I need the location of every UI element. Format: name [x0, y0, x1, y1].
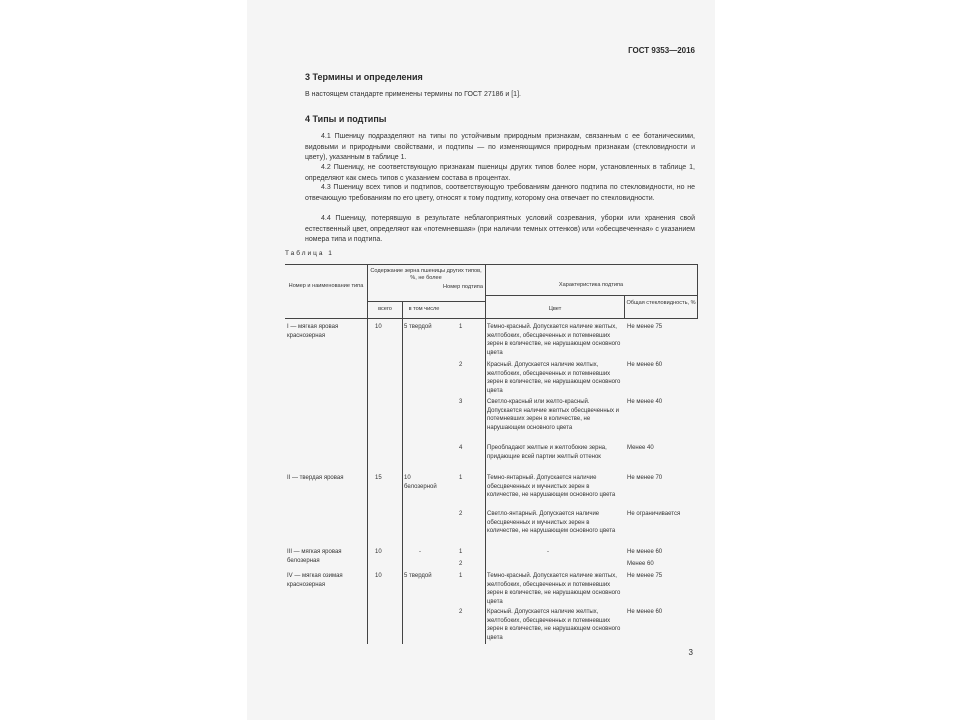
- cell-subtype: 2: [459, 362, 463, 368]
- cell-vitreousness: Менее 40: [627, 445, 654, 451]
- header-incl: в том числе: [408, 306, 440, 312]
- cell-color: Темно-красный. Допускается наличие желтых, желтобоких, обесцвеченных и потемневших зерен в количестве, не нарушающем основного цвета: [487, 573, 621, 605]
- cell-color: Красный. Допускается наличие желтых, желтобоких, обесцвеченных и потемневших зерен в количестве, не нарушающем основного цвета: [487, 609, 621, 641]
- cell-incl: 5 твердой: [404, 324, 432, 330]
- cell-incl: 10 белозерной: [404, 475, 437, 490]
- cell-total: 10: [375, 549, 382, 555]
- cell-vitreousness: Не менее 60: [627, 362, 663, 368]
- cell-subtype: 2: [459, 511, 463, 517]
- cell-vitreousness: Не менее 40: [627, 399, 663, 405]
- header-type-name: Номер и наименование типа: [288, 283, 364, 289]
- paragraph-4-2: 4.2 Пшеницу, не соответствующую признакам пшеницы других типов более норм, установленных в таблице 1, определяют как смесь типов с указанием состава в процентах.: [305, 164, 695, 182]
- cell-color: -: [547, 549, 549, 555]
- cell-incl: 5 твердой: [404, 573, 432, 579]
- cell-vitreousness: Не менее 75: [627, 573, 663, 579]
- section-3-text: В настоящем стандарте применены термины по ГОСТ 27186 и [1].: [305, 91, 521, 98]
- header-vitreousness: Общая стекловидность, %: [626, 300, 696, 306]
- header-characteristics: Характеристика подтипа: [558, 282, 624, 288]
- page-number: 3: [688, 648, 693, 657]
- paragraph-4-3: 4.3 Пшеницу всех типов и подтипов, соответствующую требованиям данного подтипа по стекловидности, но не отвечающую требованиям по его цвету, относят к тому подтипу, которому она отвечает по стекловидности.: [305, 184, 695, 202]
- cell-type-name: III — мягкая яровая белозерная: [287, 549, 342, 564]
- cell-vitreousness: Не менее 75: [627, 324, 663, 330]
- cell-subtype: 1: [459, 475, 463, 481]
- cell-color: Преобладают желтые и желтобокие зерна, придающие всей партии желтый оттенок: [487, 445, 607, 460]
- cell-subtype: 2: [459, 561, 463, 567]
- cell-total: 10: [375, 324, 382, 330]
- cell-subtype: 1: [459, 324, 463, 330]
- cell-total: 10: [375, 573, 382, 579]
- cell-total: 15: [375, 475, 382, 481]
- cell-subtype: 4: [459, 445, 463, 451]
- table-caption: Таблица 1: [285, 250, 334, 257]
- cell-vitreousness: Менее 60: [627, 561, 654, 567]
- cell-subtype: 1: [459, 573, 463, 579]
- header-color: Цвет: [548, 306, 562, 312]
- cell-subtype: 3: [459, 399, 463, 405]
- cell-type-name: II — твердая яровая: [287, 475, 344, 481]
- cell-vitreousness: Не менее 60: [627, 609, 663, 615]
- document-page: [247, 0, 715, 720]
- cell-vitreousness: Не менее 60: [627, 549, 663, 555]
- cell-color: Светло-красный или желто-красный. Допускается наличие желтых обесцвеченных и потемневших зерен в количестве, не нарушающем основного цвета: [487, 399, 619, 431]
- cell-subtype: 1: [459, 549, 463, 555]
- header-subtype-no: Номер подтипа: [443, 284, 483, 290]
- cell-incl: -: [419, 549, 421, 555]
- cell-color: Красный. Допускается наличие желтых, желтобоких, обесцвеченных и потемневших зерен в количестве, не нарушающем основного цвета: [487, 362, 621, 394]
- header-content-group: Содержание зерна пшеницы других типов, %, не более: [370, 268, 482, 281]
- header-total: всего: [378, 306, 392, 312]
- cell-type-name: IV — мягкая озимая краснозерная: [287, 573, 343, 588]
- cell-subtype: 2: [459, 609, 463, 615]
- cell-type-name: I — мягкая яровая краснозерная: [287, 324, 339, 339]
- cell-color: Темно-янтарный. Допускается наличие обесцвеченных и мучнистых зерен в количестве, не нарушающем основного цвета: [487, 475, 616, 499]
- paragraph-4-4: 4.4 Пшеницу, потерявшую в результате неблагоприятных условий созревания, уборки или хранения свой естественный цвет, определяют как «потемневшая» (при наличии темных оттенков) или «обесцвеченная» с указанием номера типа и подтипа.: [305, 215, 695, 243]
- paragraph-4-1: 4.1 Пшеницу подразделяют на типы по устойчивым природным признакам, связанным с ее ботаническими, видовыми и природными свойствами, и подтипы — по изменяющимся природным признакам (стекловидности и цвету), указанным в таблице 1.: [305, 133, 695, 161]
- cell-vitreousness: Не менее 70: [627, 475, 663, 481]
- document-header: ГОСТ 9353—2016: [628, 46, 695, 55]
- section-4-title: 4 Типы и подтипы: [305, 114, 387, 124]
- cell-color: Светло-янтарный. Допускается наличие обесцвеченных и мучнистых зерен в количестве, не нарушающем основного цвета: [487, 511, 616, 535]
- cell-color: Темно-красный. Допускается наличие желтых, желтобоких, обесцвеченных и потемневших зерен в количестве, не нарушающем основного цвета: [487, 324, 621, 356]
- section-3-title: 3 Термины и определения: [305, 72, 423, 82]
- cell-vitreousness: Не ограничивается: [627, 511, 681, 517]
